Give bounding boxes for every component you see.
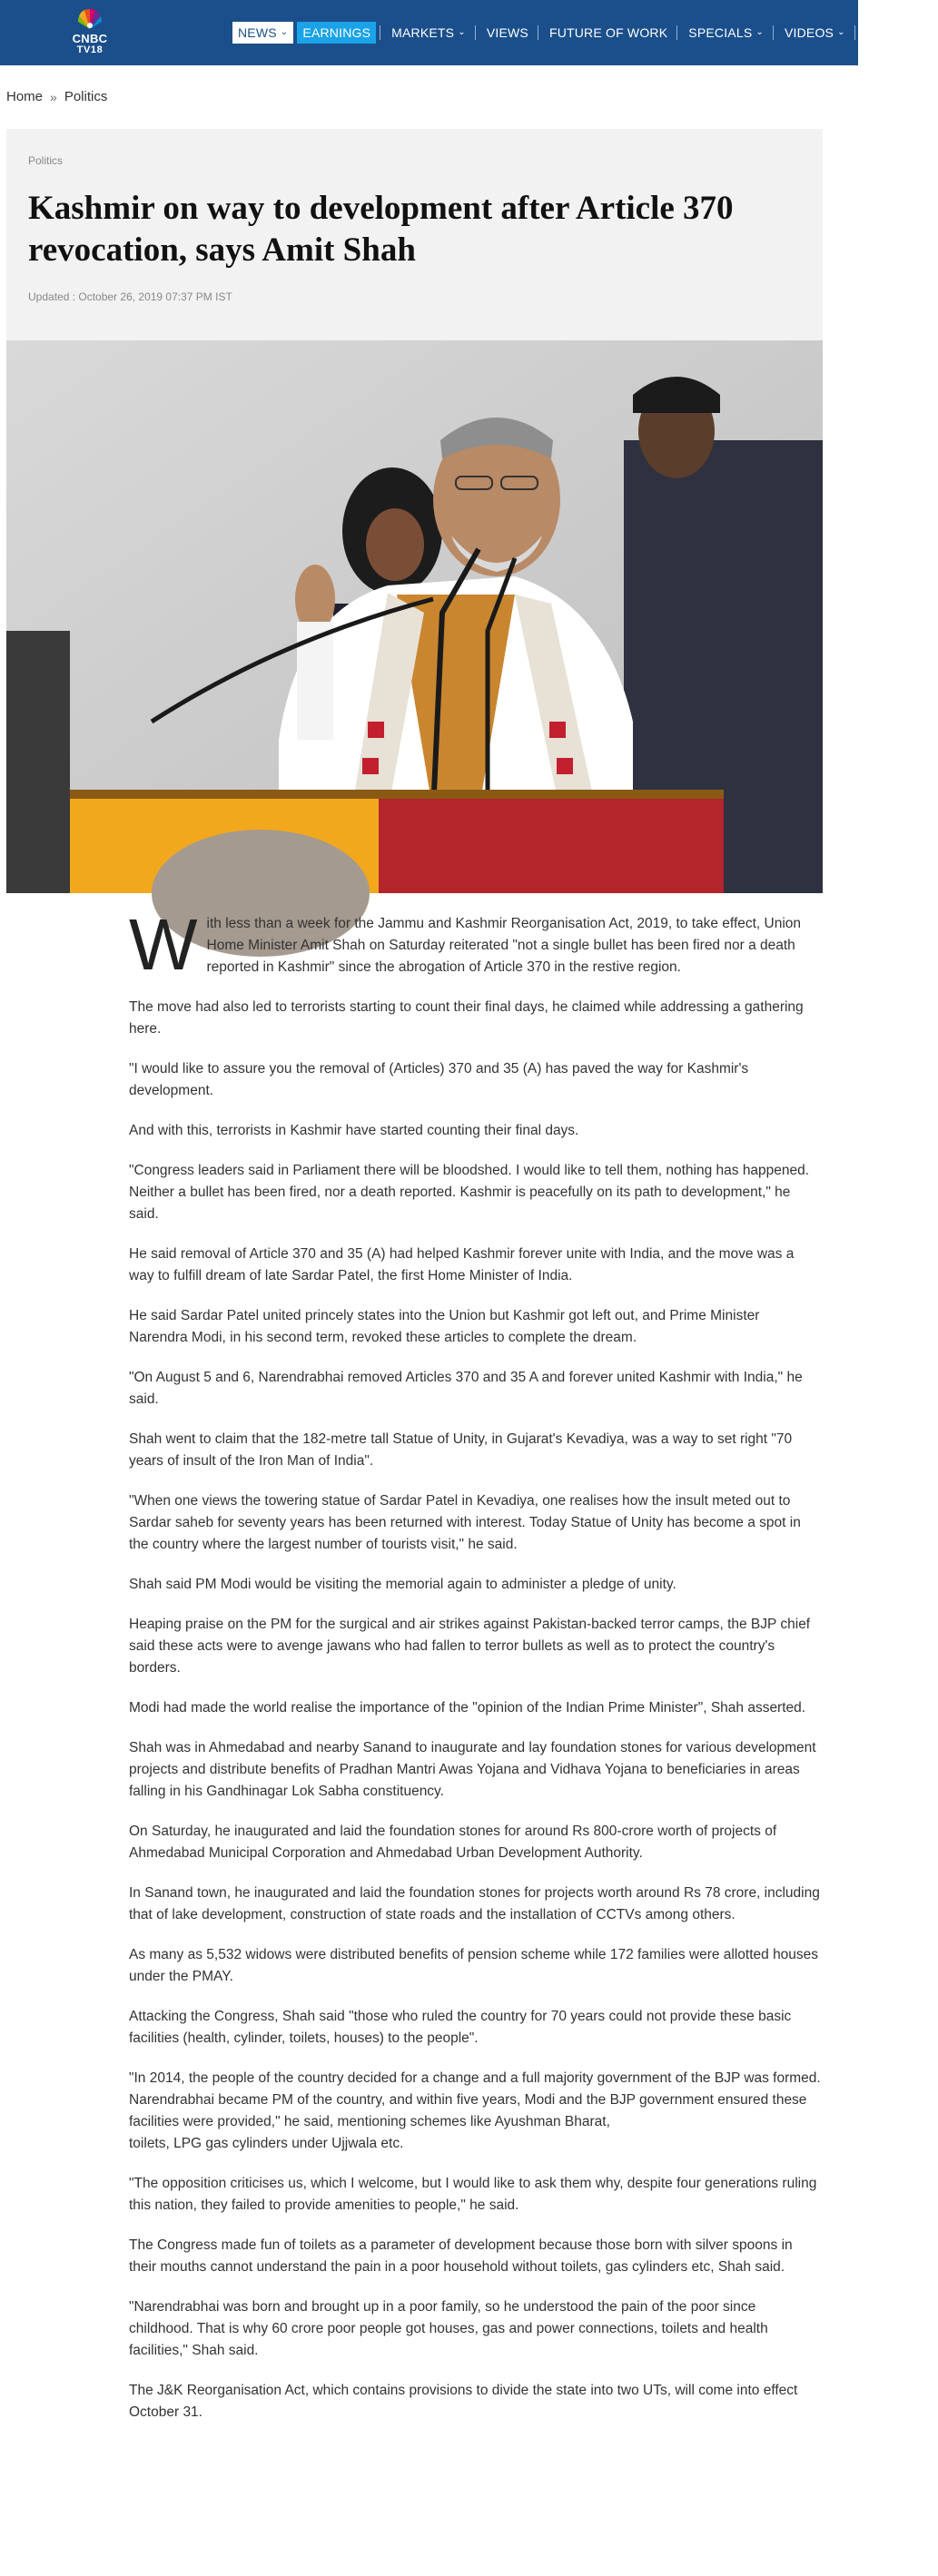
nav-earnings[interactable] — [297, 22, 376, 44]
article-paragraph: "When one views the towering statue of Sardar Patel in Kevadiya, one realises how the insult meted out to Sardar saheb for seventy years has been returned with interest. Today Statue of Unity has become a spot in the country where the largest number of tourists visit," he said. — [129, 1493, 801, 1552]
chevron-down-icon — [458, 28, 466, 37]
article-paragraph: Modi had made the world realise the importance of the "opinion of the Indian Prime Minister", Shah asserted. — [129, 1700, 806, 1716]
article-paragraph: The J&K Reorganisation Act, which contains provisions to divide the state into two UTs, will come into effect October 31. — [129, 2383, 798, 2420]
logo-text-tv18: TV18 — [76, 44, 104, 55]
article-paragraph: On Saturday, he inaugurated and laid the foundation stones for around Rs 800-crore worth of projects of Ahmedabad Municipal Corporation and Ahmedabad Urban Development Authority. — [129, 1824, 777, 1861]
article-paragraph: In Sanand town, he inaugurated and laid the foundation stones for projects worth around Rs 78 crore, including that of lake development, construction of state roads and the installation of CCTVs among others. — [129, 1885, 820, 1922]
article-body — [129, 904, 821, 2442]
nav-divider — [475, 25, 476, 40]
article-paragraph: "On August 5 and 6, Narendrabhai removed Articles 370 and 35 A and forever united Kashmir with India," he said. — [129, 1370, 803, 1407]
chevron-down-icon — [837, 28, 845, 37]
nav-future-of-work-label: FUTURE OF WORK — [548, 25, 668, 40]
chevron-down-icon — [755, 28, 764, 37]
nav-earnings-label: EARNINGS — [302, 25, 371, 40]
nav-podcast-label: PODCAST — [865, 25, 929, 40]
nav-videos-label: VIDEOS — [784, 25, 834, 40]
breadcrumb-home-link[interactable]: Home — [6, 89, 44, 104]
article-paragraph: As many as 5,532 widows were distributed benefits of pension scheme while 172 families were allotted houses under the PMAY. — [129, 1947, 819, 1984]
article-paragraph: "Congress leaders said in Parliament there will be bloodshed. I would like to tell them, nothing has happened. Neither a bullet has been fired, nor a death reported. Kashmir is peacefully on its path to development," he said. — [129, 1163, 810, 1222]
nav-specials-label: SPECIALS — [688, 25, 753, 40]
article-paragraph: The move had also led to terrorists starting to count their final days, he claimed while addressing a gathering here. — [129, 999, 804, 1037]
article-paragraph: And with this, terrorists in Kashmir have started counting their final days. — [129, 1123, 579, 1138]
logo-text-cnbc: CNBC — [72, 32, 108, 45]
speaker-photo — [6, 340, 823, 893]
breadcrumb — [6, 89, 107, 104]
article-paragraph-first — [129, 904, 821, 985]
article-paragraph: Shah said PM Modi would be visiting the memorial again to administer a pledge of unity. — [129, 1577, 676, 1592]
nav-news-label: NEWS — [238, 25, 277, 40]
nav-divider — [676, 25, 677, 40]
nav-future-of-work[interactable] — [544, 22, 673, 44]
top-navigation-bar — [0, 0, 929, 65]
article-paragraph: Shah went to claim that the 182-metre tall Statue of Unity, in Gujarat's Kevadiya, was a way to set right "70 years of insult of the Iron Man of India". — [129, 1431, 793, 1469]
article-paragraph: He said removal of Article 370 and 35 (A) had helped Kashmir forever unite with India, and the move was a way to fulfill dream of late Sardar Patel, the first Home Minister of India. — [129, 1246, 795, 1283]
peacock-logo-icon — [76, 7, 104, 31]
article-paragraph: "Narendrabhai was born and brought up in a poor family, so he understood the pain of the poor since childhood. That is why 60 crore poor people got houses, gas and power connections, toilets and health facilities," Shah said. — [129, 2299, 768, 2358]
article-paragraph: Heaping praise on the PM for the surgical and air strikes against Pakistan-backed terror camps, the BJP chief said these acts were to avenge jawans who had fallen to terror bullets as well as to protect the country's borders. — [129, 1617, 811, 1676]
article-paragraph: Shah was in Ahmedabad and nearby Sanand to inaugurate and lay foundation stones for various development projects and distribute benefits of Pradhan Mantri Awas Yojana and Vidhava Yojana to beneficiaries in areas falling in his Gandhinagar Lok Sabha constituency. — [129, 1740, 816, 1799]
chevron-down-icon — [281, 28, 289, 37]
article-paragraph: "I would like to assure you the removal of (Articles) 370 and 35 (A) has paved the way for Kashmir's development. — [129, 1061, 749, 1098]
article-updated-timestamp: Updated : October 26, 2019 07:37 PM IST — [28, 290, 232, 303]
nav-videos[interactable] — [779, 22, 851, 44]
article-hero-image — [6, 340, 823, 893]
nav-markets-label: MARKETS — [391, 25, 455, 40]
article-header — [6, 129, 823, 340]
breadcrumb-politics-link[interactable]: Politics — [64, 89, 108, 104]
nav-podcast[interactable] — [861, 22, 934, 44]
breadcrumb-separator: » — [50, 89, 57, 104]
article-paragraph: He said Sardar Patel united princely states into the Union but Kashmir got left out, and Prime Minister Narendra Modi, in his second term, revoked these articles to complete the dream. — [129, 1308, 760, 1345]
nav-news[interactable] — [232, 22, 293, 44]
nav-views[interactable] — [481, 22, 534, 44]
first-paragraph-text: ith less than a week for the Jammu and Kashmir Reorganisation Act, 2019, to take effect, Union Home Minister Amit Shah on Saturday reiterated "not a single bullet has been fired nor a death reported in Kashmir" since the abrogation of Article 370 in the restive region. — [206, 916, 802, 975]
article-paragraph: "In 2014, the people of the country decided for a change and a full majority government of the BJP was formed. Narendrabhai became PM of the country, and within five years, Modi and the BJP government ensured these facilities were provided," he said, mentioning schemes like Ayushman Bharat, toilets, LPG gas cylinders under Ujjwala etc. — [129, 2070, 821, 2151]
article-paragraphs — [129, 997, 821, 2424]
nav-markets[interactable] — [386, 22, 471, 44]
main-nav — [232, 22, 938, 44]
site-logo[interactable] — [64, 5, 116, 58]
article-paragraph: The Congress made fun of toilets as a parameter of development because those born with silver spoons in their mouths cannot understand the pain in a poor household without toilets, gas cylinders etc, Shah said. — [129, 2237, 793, 2275]
article-paragraph: Attacking the Congress, Shah said "those who ruled the country for 70 years could not provide these basic facilities (health, cylinder, toilets, houses) to the people". — [129, 2009, 792, 2046]
article-category[interactable]: Politics — [28, 154, 64, 167]
nav-divider — [854, 25, 855, 40]
nav-divider — [773, 25, 774, 40]
nav-views-label: VIEWS — [486, 25, 528, 40]
nav-specials[interactable] — [683, 22, 769, 44]
article-paragraph: "The opposition criticises us, which I welcome, but I would like to ask them why, despite four generations ruling this nation, they failed to provide amenities to people," he said. — [129, 2176, 817, 2213]
article-title: Kashmir on way to development after Article 370 revocation, says Amit Shah — [28, 190, 734, 269]
drop-cap: W — [129, 904, 198, 985]
